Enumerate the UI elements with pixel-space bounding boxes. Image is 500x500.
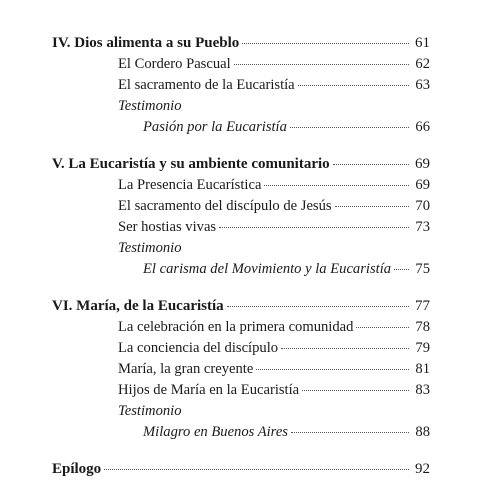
toc-chapter-title: IV. Dios alimenta a su Pueblo [52,35,240,51]
toc-item[interactable] [52,338,430,359]
toc-subitem-title: Pasión por la Eucaristía [143,119,287,135]
dot-leader [264,185,409,186]
dot-leader [302,390,409,391]
toc-page-number: 69 [415,177,430,193]
dot-leader [290,127,409,128]
dot-leader [298,85,409,86]
toc-chapter[interactable] [52,296,430,317]
toc-item[interactable] [52,217,430,238]
dot-leader [394,269,409,270]
toc-chapter-title: Epílogo [52,461,102,477]
toc-page-number: 78 [415,319,430,335]
toc-item-title: Ser hostias vivas [118,219,217,235]
toc-item-title: El sacramento de la Eucaristía [118,77,295,93]
toc-item-title: El sacramento del discípulo de Jesús [118,198,332,214]
toc-item[interactable] [52,175,430,196]
toc-item[interactable] [52,54,430,75]
dot-leader [219,227,409,228]
toc-item-title: Hijos de María en la Eucaristía [118,382,300,398]
toc-subitem[interactable] [52,117,430,138]
toc-page-number: 81 [415,361,430,377]
toc-testimonio-label [52,401,430,422]
dot-leader [104,469,409,470]
toc-testimonio-label [52,238,430,259]
dot-leader [227,306,409,307]
toc-chapter[interactable] [52,33,430,54]
toc-page-number: 70 [415,198,430,214]
toc-page-number: 83 [415,382,430,398]
toc-chapter-title: VI. María, de la Eucaristía [52,298,224,314]
toc-item[interactable] [52,380,430,401]
toc-subitem-title: El carisma del Movimiento y la Eucaristía [143,261,392,277]
toc-item[interactable] [52,317,430,338]
dot-leader [281,348,409,349]
dot-leader [234,64,409,65]
toc-page-number: 77 [415,298,430,314]
dot-leader [256,369,409,370]
dot-leader [335,206,409,207]
toc-item[interactable] [52,75,430,96]
toc-page-number: 92 [415,461,430,477]
toc-chapter[interactable] [52,154,430,175]
toc-item[interactable] [52,359,430,380]
toc-item-title: María, la gran creyente [118,361,254,377]
toc-label-text: Testimonio [118,240,182,256]
dot-leader [291,432,409,433]
toc-subitem[interactable] [52,259,430,280]
toc-subitem-title: Milagro en Buenos Aires [143,424,288,440]
toc-chapter[interactable] [52,459,430,480]
toc-page-number: 62 [415,56,430,72]
toc-page-number: 79 [415,340,430,356]
toc-item-title: La conciencia del discípulo [118,340,279,356]
toc-page-number: 73 [415,219,430,235]
section-spacer [52,138,430,154]
dot-leader [356,327,409,328]
toc-chapter-title: V. La Eucaristía y su ambiente comunitario [52,156,330,172]
toc-page-number: 61 [415,35,430,51]
table-of-contents [52,33,430,480]
toc-testimonio-label [52,96,430,117]
dot-leader [242,43,409,44]
toc-page-number: 75 [415,261,430,277]
toc-item-title: El Cordero Pascual [118,56,231,72]
toc-page-number: 63 [415,77,430,93]
toc-page-number: 69 [415,156,430,172]
toc-page-number: 88 [415,424,430,440]
toc-item[interactable] [52,196,430,217]
section-spacer [52,443,430,459]
toc-page-number: 66 [415,119,430,135]
toc-subitem[interactable] [52,422,430,443]
toc-label-text: Testimonio [118,98,182,114]
toc-label-text: Testimonio [118,403,182,419]
dot-leader [333,164,409,165]
toc-item-title: La celebración en la primera comunidad [118,319,354,335]
toc-item-title: La Presencia Eucarística [118,177,262,193]
section-spacer [52,280,430,296]
